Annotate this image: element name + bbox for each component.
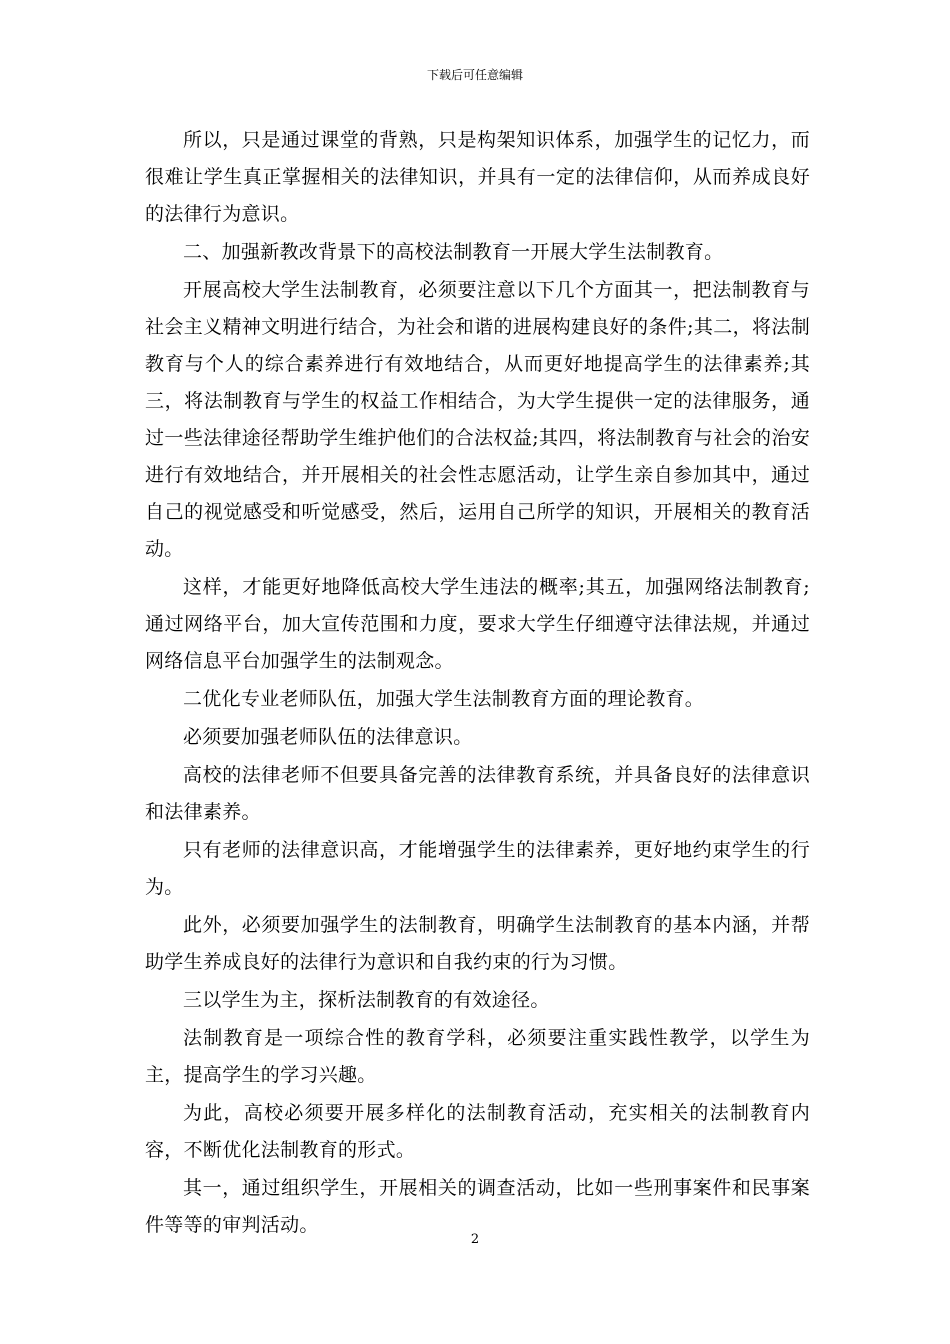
- page-number: 2: [470, 1232, 480, 1247]
- section-heading: 二优化专业老师队伍，加强大学生法制教育方面的理论教育。: [183, 688, 705, 710]
- paragraph: 必须要加强老师队伍的法律意识。: [183, 726, 473, 748]
- paragraph: 所以，只是通过课堂的背熟，只是构架知识体系，加强学生的记忆力，而很难让学生真正掌握相关的法律知识，并具有一定的法律信仰，从而养成良好的法律行为意识。: [145, 129, 810, 225]
- paragraph: 这样，才能更好地降低高校大学生违法的概率;其五，加强网络法制教育;通过网络平台，加大宣传范围和力度，要求大学生仔细遵守法律法规，并通过网络信息平台加强学生的法制观念。: [145, 576, 810, 672]
- document-body: [145, 122, 810, 1245]
- section-heading: 二、加强新教改背景下的高校法制教育一开展大学生法制教育。: [183, 241, 724, 263]
- paragraph: 开展高校大学生法制教育，必须要注意以下几个方面其一，把法制教育与社会主义精神文明进行结合，为社会和谐的进展构建良好的条件;其二，将法制教育与个人的综合素养进行有效地结合，从而更好地提高学生的法律素养;其三，将法制教育与学生的权益工作相结合，为大学生提供一定的法律服务，通过一些法律途径帮助学生维护他们的合法权益;其四，将法制教育与社会的治安进行有效地结合，并开展相关的社会性志愿活动，让学生亲自参加其中，通过自己的视觉感受和听觉感受，然后，运用自己所学的知识，开展相关的教育活动。: [145, 279, 810, 560]
- paragraph: 为此，高校必须要开展多样化的法制教育活动，充实相关的法制教育内容，不断优化法制教育的形式。: [145, 1102, 810, 1161]
- paragraph: 此外，必须要加强学生的法制教育，明确学生法制教育的基本内涵，并帮助学生养成良好的法律行为意识和自我约束的行为习惯。: [145, 914, 810, 973]
- paragraph: 其一，通过组织学生，开展相关的调查活动，比如一些刑事案件和民事案件等等的审判活动。: [145, 1177, 810, 1236]
- section-heading: 三以学生为主，探析法制教育的有效途径。: [183, 989, 550, 1011]
- page-header: 下载后可任意编辑: [426, 68, 523, 82]
- paragraph: 只有老师的法律意识高，才能增强学生的法律素养，更好地约束学生的行为。: [145, 839, 810, 898]
- paragraph: 法制教育是一项综合性的教育学科，必须要注重实践性教学，以学生为主，提高学生的学习兴趣。: [145, 1027, 810, 1086]
- paragraph: 高校的法律老师不但要具备完善的法律教育系统，并具备良好的法律意识和法律素养。: [145, 764, 810, 823]
